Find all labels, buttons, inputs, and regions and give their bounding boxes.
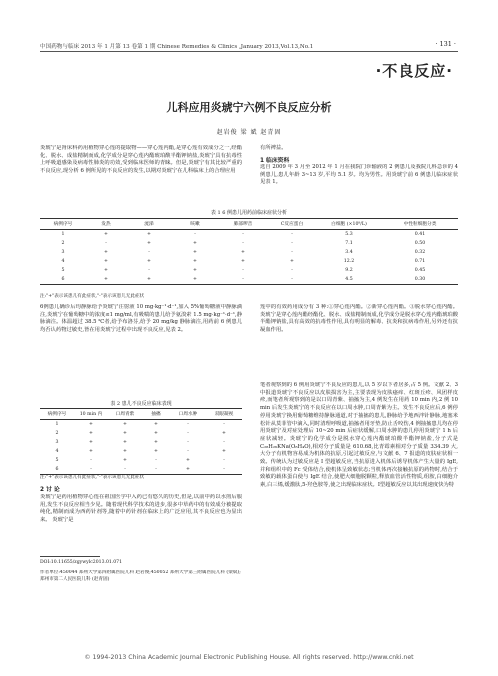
table-cell: + (193, 268, 197, 273)
table-cell: 3.4 (345, 250, 353, 255)
header-rule (40, 51, 458, 52)
running-head: 中国药物与临床 2013 年 1 月第 13 卷第 1 期 Chinese Remedies & Clinics ,January 2013,Vol.13,No.1 (40, 44, 314, 50)
table-cell: - (242, 241, 244, 246)
section-label: ·不良反应· (375, 62, 453, 80)
table-row (40, 438, 242, 447)
footnote-rule (40, 556, 100, 557)
table-cell: 0.41 (414, 232, 426, 237)
table-cell: - (291, 250, 293, 255)
table-cell: - (291, 268, 293, 273)
table-cell: + (193, 250, 197, 255)
table-cell: - (187, 449, 189, 454)
table-cell: + (123, 431, 127, 436)
table-cell: 2 (55, 431, 59, 436)
table1-header: 发热 (101, 222, 111, 227)
table-cell: + (104, 250, 108, 255)
table-cell: 6 (55, 467, 59, 472)
discussion-heading: 2 讨 论 (40, 487, 60, 493)
table-cell: - (242, 268, 244, 273)
table-row (40, 257, 458, 266)
table-cell: - (291, 232, 293, 237)
table2-header: 双眼凝视 (214, 412, 234, 417)
table2-header: 口周青紫 (115, 412, 135, 417)
table2-header: 抽搐 (151, 412, 161, 417)
table-cell: 2 (61, 241, 65, 246)
table-cell: - (187, 422, 189, 427)
table2-header: 10 min 内 (79, 412, 103, 417)
table-cell: + (89, 440, 93, 445)
table-cell: - (223, 440, 225, 445)
table-cell: - (148, 268, 150, 273)
table-cell: 3 (55, 440, 59, 445)
table-cell: 3 (61, 250, 65, 255)
table1-header: 流涕 (144, 222, 154, 227)
table-cell: 4 (61, 259, 65, 264)
table-cell: 4 (55, 449, 59, 454)
table2-header-row (40, 409, 242, 420)
table-cell: + (89, 449, 93, 454)
table1-header: 咳嗽 (190, 222, 200, 227)
table1-header: 肺部啰音 (233, 222, 253, 227)
table-cell: 0.32 (414, 250, 426, 255)
article-title: 儿科应用炎琥宁六例不良反应分析 (166, 101, 332, 114)
table-cell: 12.2 (343, 259, 355, 264)
table-cell: - (124, 467, 126, 472)
table-cell: + (104, 232, 108, 237)
table-cell: - (223, 422, 225, 427)
table2-note: 注:"+"表示该患儿有此症状,"-"表示该患儿无此症状 (40, 475, 145, 480)
table-cell: 9.2 (345, 268, 353, 273)
table-cell: 1 (55, 422, 59, 427)
table-cell: + (154, 449, 158, 454)
table-cell: - (90, 458, 92, 463)
table-cell: + (222, 431, 226, 436)
intro-paragraph: 炎琥宁是肾床科药用植物穿心莲的提取物——穿心莲内酯,是穿心莲有效成分之一,经酯化、脱水、成盐精制而成,化学成分是穿心莲内酯琥珀酸半酯钾钠盐,炎琥宁具有抗毒性上呼吸道感染及病毒性肺炎的功效,受到临床医师的青睐。但是,炎琥宁有其比较严重的不良反应,现分析 6 例所见的不良反应的发生,以期对炎琥宁在儿科临床上的合理应用 (40, 145, 242, 175)
table-cell: - (105, 241, 107, 246)
table-cell: - (223, 458, 225, 463)
table-cell: 5 (55, 458, 59, 463)
table-row (40, 465, 242, 475)
section1-text: 选自 2009 年 3 月至 2012 年 1 月在我院门诊输液的 2 例患儿及我院儿科急诊的 4 例患儿,患儿年龄 3~13 岁,平均 5.1 岁。均为男性。用炎琥宁前 6 例患儿临床症状见表 1。 (260, 164, 458, 186)
table-cell: + (154, 440, 158, 445)
table-cell: 0.30 (414, 277, 426, 282)
table1-note: 注:"+"表示该患儿有此症状,"-"表示该患儿无此症状 (40, 294, 145, 299)
table1-header: C反应蛋白 (280, 222, 304, 227)
table-cell: - (155, 458, 157, 463)
copyright-footer: © 1994-2013 China Academic Journal Electronic Publishing House. All rights reserved. http://www.cnki.net (84, 654, 414, 661)
intro-end: 有所裨益。 (260, 145, 287, 151)
table1 (40, 218, 458, 285)
table2-caption: 表 2 患儿不良反应临床表现 (110, 401, 172, 407)
table-cell: + (241, 259, 245, 264)
article-authors: 赵岩俊 梁 斌 赵青固 (216, 129, 282, 136)
table-cell: + (89, 431, 93, 436)
table-cell: + (241, 250, 245, 255)
table-cell: + (147, 259, 151, 264)
table2 (40, 408, 242, 475)
table-cell: + (193, 259, 197, 264)
table-cell: 4.5 (345, 277, 353, 282)
table-cell: + (186, 458, 190, 463)
table-cell: - (90, 467, 92, 472)
table-row (40, 248, 458, 257)
table-cell: + (154, 422, 158, 427)
table-cell: - (155, 467, 157, 472)
table-cell: 1 (61, 232, 65, 237)
table-cell: + (123, 458, 127, 463)
table1-header-row (40, 219, 458, 230)
table-cell: - (148, 250, 150, 255)
table-cell: - (223, 467, 225, 472)
table-cell: + (222, 449, 226, 454)
table1-header: 白细胞 (×10⁹/L) (331, 222, 367, 227)
table-cell: + (123, 449, 127, 454)
table-cell: 0.45 (414, 268, 426, 273)
table-cell: - (291, 241, 293, 246)
table-row (40, 456, 242, 465)
table-row (40, 266, 458, 275)
table-cell: 0.71 (414, 259, 426, 264)
table-cell: - (194, 232, 196, 237)
table-cell: + (193, 277, 197, 282)
table-cell: + (123, 422, 127, 427)
table1-header: 中性粒细胞分类 (403, 222, 437, 227)
table-cell: + (104, 277, 108, 282)
table-row (40, 429, 242, 438)
table-cell: - (242, 232, 244, 237)
section1-heading: 1 临床资料 (260, 158, 290, 164)
table-row (40, 420, 242, 430)
table-cell: - (291, 277, 293, 282)
table-row (40, 275, 458, 285)
doi: DOI:10.11655/zgywylc2013.01.071 (40, 560, 123, 565)
table-cell: - (242, 277, 244, 282)
table-cell: + (123, 440, 127, 445)
table-cell: + (154, 431, 158, 436)
table-cell: - (187, 431, 189, 436)
table-cell: 6 (61, 277, 65, 282)
discussion-paragraph: 炎琥宁是药用植物穿心莲在祖国医学中入药已有悠久的历史,但是,以前中药以水煎后服用,发生不良反应相当少见。随着现代科学技术的进步,很多中草药中的有效成分被提取纯化,精制而成为西药针剂等,随着中药针剂在临床上的广泛应用,其不良反应也为显出来。 炎琥宁是 (40, 494, 242, 524)
treatment-paragraph: 6例患儿确诊后均静脉给予炎琥宁注射液 10 mg·kg⁻¹·d⁻¹,加入 5%葡萄糖液中静脉滴注,炎琥宁在葡萄糖中的浓度≤1 mg/ml,有吸喘的患儿给予氨溴索 1.5 mg·kg⁻¹·d⁻¹,静脉滴注。体温超过 38.5 ℃者,给予布洛芬,给予 20 mg/kg 静脉滴注,用药前 6 例患儿均否认药物过敏史,皆在用炎琥宁过程中出现不良反应,见表 2。 (40, 304, 242, 334)
table-cell: + (147, 277, 151, 282)
discussion-continued: 莲中的有效药用成分有 3 种:①穿心莲内酯。②新穿心莲内酯。③脱水穿心莲内酯。炎琥宁是穿心莲内酯经酯化、脱水、成盐精制而成,化学成分是脱水穿心莲内酯琥珀酸半酯钾钠盐,具有高效的抗毒性作用,具有明显的解毒、抗炎和抗病毒作用,另外还有抗凝血作用。 (260, 304, 458, 334)
table-cell: + (147, 232, 151, 237)
page-number: · 131 · (435, 40, 456, 48)
table-cell: + (186, 467, 190, 472)
author-affiliation: 作者单位:450044 郑州大学第四附属医院儿科 赵岩俊;450052 郑州大学第三附属医院儿科 (梁斌);郑州市第二人民医院儿科 (赵青固) (40, 570, 241, 582)
table1-header: 病例序号 (53, 222, 73, 227)
table-cell: + (193, 241, 197, 246)
table-cell: + (104, 259, 108, 264)
table-cell: 0.50 (414, 241, 426, 246)
table-cell: + (104, 268, 108, 273)
table2-header: 病例序号 (47, 412, 67, 417)
table2-header: 口周水肿 (178, 412, 198, 417)
table-cell: + (290, 259, 294, 264)
table-cell: 7.1 (345, 241, 353, 246)
table-cell: + (147, 241, 151, 246)
table-row (40, 230, 458, 240)
table-cell: 5.3 (345, 232, 353, 237)
table1-caption: 表 1 6 例患儿用药前临床症状分析 (210, 210, 288, 216)
table-cell: + (89, 422, 93, 427)
table-cell: - (187, 440, 189, 445)
table-row (40, 447, 242, 456)
table-row (40, 239, 458, 248)
table-cell: 5 (61, 268, 65, 273)
discussion-analysis: 笔者观察到的 6 例用炎琥宁不良反应的患儿,以 5 岁以下者居多,占 5 例。文献 2、3 中报道炎琥宁不良反应以皮肤损害为主,主要表现为皮肤瘙痒、红斑丘疹、风团样皮疹,而笔者所观察到的是以口周青紫、抽搐为主,4 例发生在用药 10 min 内,2 例 10 min 后发生炎琥宁的不良反应在以口周水肿,口周青紫为主。发生不良反应后,6 例停停用炎琥宁换用葡萄糖维持静脉通道,对于抽搐的患儿,静脉给予地西泮针静脉,地塞米松针从莫菲管中滴入,同时清理呼吸道,抽搐者用牙垫,防止舌咬伤,4 例抽搐患儿均在停用炎琥宁及对症处理后 10~20 min 后症状缓解,口周水肿的患儿停用炎琥宁 1 h 后症状减轻。炎琥宁的化学成分是脱水穿心莲内酯琥珀酸半酯钾钠盐,分子式是 C₂₈H₂₆KNa(O₈H₄O),相对分子质量是 610.68,比青霉素相对分子质量 334.39 大,大分子有机物容易成为机体的抗原,引起过敏反应,与文献 6、7 报道的皮肤症状相一致。传统认为过敏反应是 I 型超敏反应,当抗原进入机体后诱导机体产生大量的 IgE,并和组织中的 Fc 受体结合,使机体呈致敏状态;当机体再次接触抗原的药物时,结合于致敏的载体蛋白使与 IgE 结合,使肥大细胞脱颗粒,释放血管活性物质,组胺,白细胞介素,白三烯,缓激肽,5-羟色胺等,使之出现临床症状。Ⅰ型超敏反应以其出现速度快为特 (260, 382, 458, 489)
